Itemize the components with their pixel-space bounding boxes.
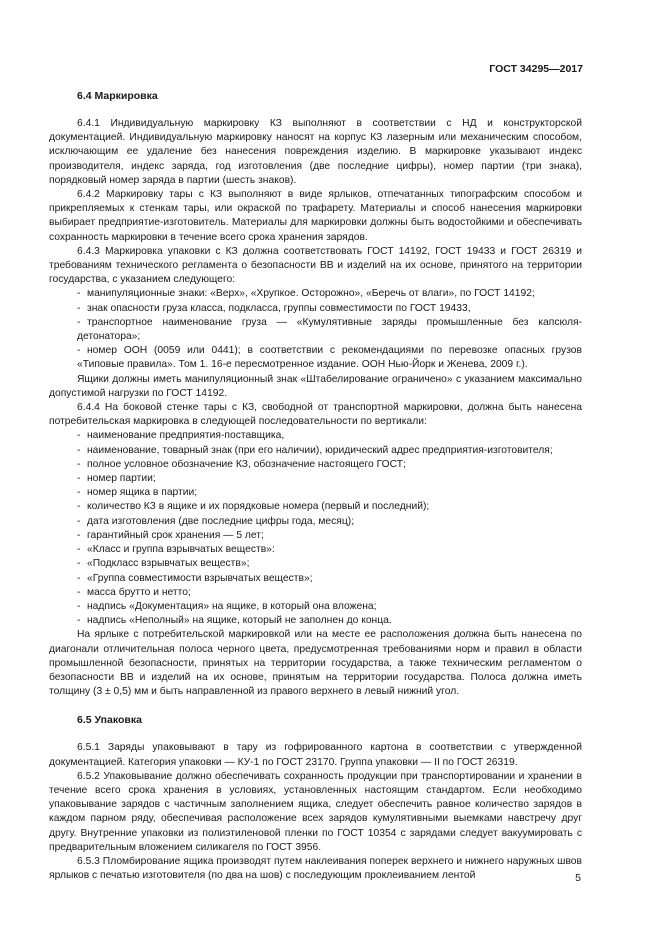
paragraph: 6.5.1 Заряды упаковывают в тару из гофрированного картона в соответствии с утвержденной документацией. Категория упаковки — КУ-1 по ГОСТ 23170. Группа упаковки — II по ГОСТ 26319. (49, 742, 582, 768)
paragraph: 6.4.3 Маркировка упаковки с КЗ должна соответствовать ГОСТ 14192, ГОСТ 19433 и ГОСТ 26319 и требованиям технического регламента о безопасности ВВ и изделий на их основе, принятого на территории государства, с указанием следующего: (49, 245, 582, 286)
paragraph: 6.5.2 Упаковывание должно обеспечивать сохранность продукции при транспортировании и хранении в течение всего срока хранения в условиях, установленных настоящим стандартом. Если необходимо упаковывание зарядов с частичным заполнением ящика, следует обеспечить равное количество зарядов в каждом парном ряду, обеспечивая расположение всех зарядов кумулятивными выемками навстречу друг другу. Внутренние упаковки из полиэтиленовой пленки по ГОСТ 10354 с зарядами следует вакуумировать с предварительным вложением силикагеля по ГОСТ 3956. (49, 770, 582, 853)
page-number: 5 (575, 872, 581, 884)
list-item: - полное условное обозначение КЗ, обозначение настоящего ГОСТ; (77, 458, 406, 470)
list-item: - гарантийный срок хранения — 5 лет; (77, 529, 264, 541)
list-item: - транспортное наименование груза — «Кумулятивные заряды промышленные без капсюля-детонатора»; (77, 316, 582, 343)
list-item: - масса брутто и нетто; (77, 586, 191, 598)
list-item: - надпись «Неполный» на ящике, который не заполнен до конца. (77, 615, 392, 627)
list-item: - наименование предприятия-поставщика, (77, 430, 285, 442)
list-item: - манипуляционные знаки: «Верх», «Хрупкое. Осторожно», «Беречь от влаги», по ГОСТ 14192; (77, 288, 535, 300)
list-item: - номер ящика в партии; (77, 487, 198, 499)
list-item: - «Подкласс взрывчатых веществ»; (77, 558, 250, 570)
list-item: - количество КЗ в ящике и их порядковые номера (первый и последний); (77, 501, 430, 513)
paragraph: 6.4.4 На боковой стенке тары с КЗ, свободной от транспортной маркировки, должна быть нанесена потребительская маркировка в следующей последовательности по вертикали: (49, 402, 582, 428)
section-heading: 6.4 Маркировка (77, 90, 158, 102)
list-item: - надпись «Документация» на ящике, в который она вложена; (77, 600, 377, 612)
list-item: - номер ООН (0059 или 0441); в соответствии с рекомендациями по перевозке опасных грузов «Типовые правила». Том 1. 16-е пересмотренное издание. ООН Нью-Йорк и Женева, 2009 г.). (77, 345, 582, 371)
list-item: - наименование, товарный знак (при его наличии), юридический адрес предприятия-изготовителя; (77, 444, 553, 456)
list-item: - «Группа совместимости взрывчатых веществ»; (77, 572, 313, 584)
document-body (49, 89, 582, 883)
list-item: - «Класс и группа взрывчатых веществ»: (77, 544, 275, 556)
paragraph: Ящики должны иметь манипуляционный знак «Штабелирование ограничено» с указанием максимально допустимой нагрузки по ГОСТ 14192. (49, 373, 582, 399)
paragraph: На ярлыке с потребительской маркировкой или на месте ее расположения должна быть нанесена по диагонали отличительная полоса черного цвета, предусмотренная требованиями норм и правил в области промышленной безопасности, принятых на территории государства, а также техническим регламентом о безопасности ВВ и изделий на их основе, принятым на территории государства. Полоса должна иметь толщину (3 ± 0,5) мм и быть направленной из правого верхнего в левый нижний угол. (49, 629, 582, 698)
paragraph: 6.4.2 Маркировку тары с КЗ выполняют в виде ярлыков, отпечатанных типографским способом и прикрепляемых к стенкам тары, или окраской по трафарету. Материалы и способ нанесения маркировки выбирает предприятие-изготовитель. Материалы для маркировки должны быть водостойкими и обеспечивать сохранность маркировки в течение всего срока хранения зарядов. (49, 189, 582, 243)
section-heading: 6.5 Упаковка (77, 714, 142, 727)
list-item: - знак опасности груза класса, подкласса, группы совместимости по ГОСТ 19433, (77, 302, 471, 314)
list-item: - дата изготовления (две последние цифры года, месяц); (77, 515, 355, 527)
paragraph: 6.4.1 Индивидуальную маркировку КЗ выполняют в соответствии с НД и конструкторской документацией. Индивидуальную маркировку наносят на корпус КЗ лазерным или механическим способом, исключающим ее удаление без нанесения повреждения изделию. В маркировке указывают индекс производителя, индекс заряда, год изготовления (две последние цифры), номер партии (три знака), порядковый номер заряда в партии (шесть знаков). (49, 118, 582, 186)
paragraph: 6.5.3 Пломбирование ящика производят путем наклеивания поперек верхнего и нижнего наружных швов ярлыков с печатью изготовителя (по два на шов) с последующим проклеиванием лентой (49, 855, 582, 882)
list-item: - номер партии; (77, 473, 156, 485)
document-header: ГОСТ 34295—2017 (489, 63, 583, 75)
